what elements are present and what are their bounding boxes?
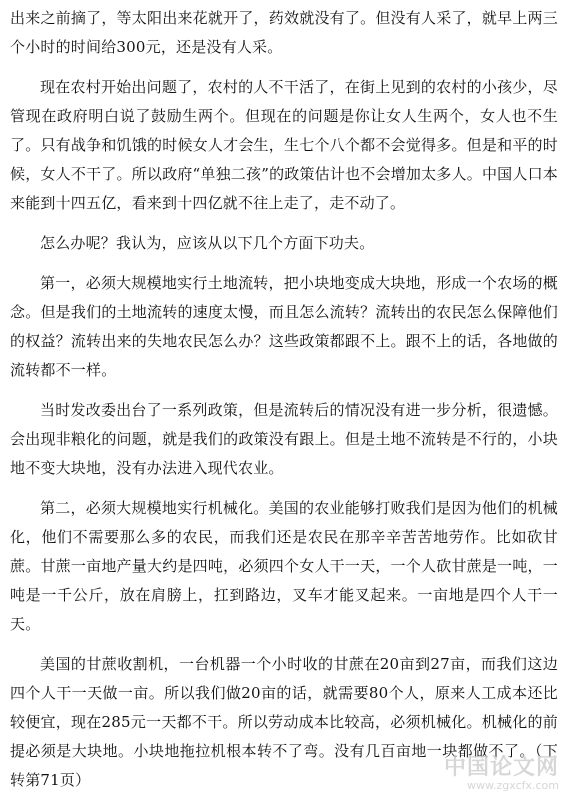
watermark [444,750,559,792]
paragraph-6: 第二，必须大规模地实行机械化。美国的农业能够打败我们是因为他们的机械化，他们不需要那么多的农民，而我们还是农民在那辛辛苦苦地劳作。比如砍甘蔗。甘蔗一亩地产量大约是四吨，必须四个女人干一天，一个人砍甘蔗是一吨，一吨是一千公斤，放在肩膀上，扛到路边，叉车才能叉起来。一亩地是四个人干一天。 [10,499,558,633]
paragraph-7: 美国的甘蔗收割机，一台机器一个小时收的甘蔗在20亩到27亩，而我们这边四个人干一天做一亩。所以我们做20亩的话，就需要80个人，原来人工成本还比较便宜，现在285元一天都不干。所以劳动成本比较高，必须机械化。机械化的前提必须是大块地。小块地拖拉机根本转不了弯。没有几百亩地一块都做不了。（下转第71页） [10,655,558,789]
watermark-main: 中国论文网 [443,755,559,780]
paragraph-1: 出来之前摘了，等太阳出来花就开了，药效就没有了。但没有人采了，就早上两三个小时的时间给300元，还是没有人采。 [10,9,558,56]
paragraph-2: 现在农村开始出问题了，农村的人不干活了，在街上见到的农村的小孩少，尽管现在政府明白说了鼓励生两个。但现在的问题是你让女人生两个，女人也不生了。只有战争和饥饿的时候女人才会生，生七个八个都不会觉得多。但是和平的时候，女人不干了。所以政府“单独二孩”的政策估计也不会增加太多人。中国人口本来能到十四五亿，看来到十四亿就不往上走了，走不动了。 [10,78,558,212]
watermark-url: www.zgxcfx.com [467,779,559,792]
paragraph-5: 当时发改委出台了一系列政策，但是流转后的情况没有进一步分析，很遗憾。会出现非粮化的问题，就是我们的政策没有跟上。但是土地不流转是不行的，小块地不变大块地，没有办法进入现代农业。 [10,401,558,477]
document-page [10,4,558,798]
paragraph-3: 怎么办呢？我认为，应该从以下几个方面下功夫。 [40,234,375,252]
paragraph-4: 第一，必须大规模地实行土地流转，把小块地变成大块地，形成一个农场的概念。但是我们的土地流转的速度太慢，而且怎么流转？流转出的农民怎么保障他们的权益？流转出来的失地农民怎么办？这些政策都跟不上。跟不上的话，各地做的流转都不一样。 [10,274,558,379]
